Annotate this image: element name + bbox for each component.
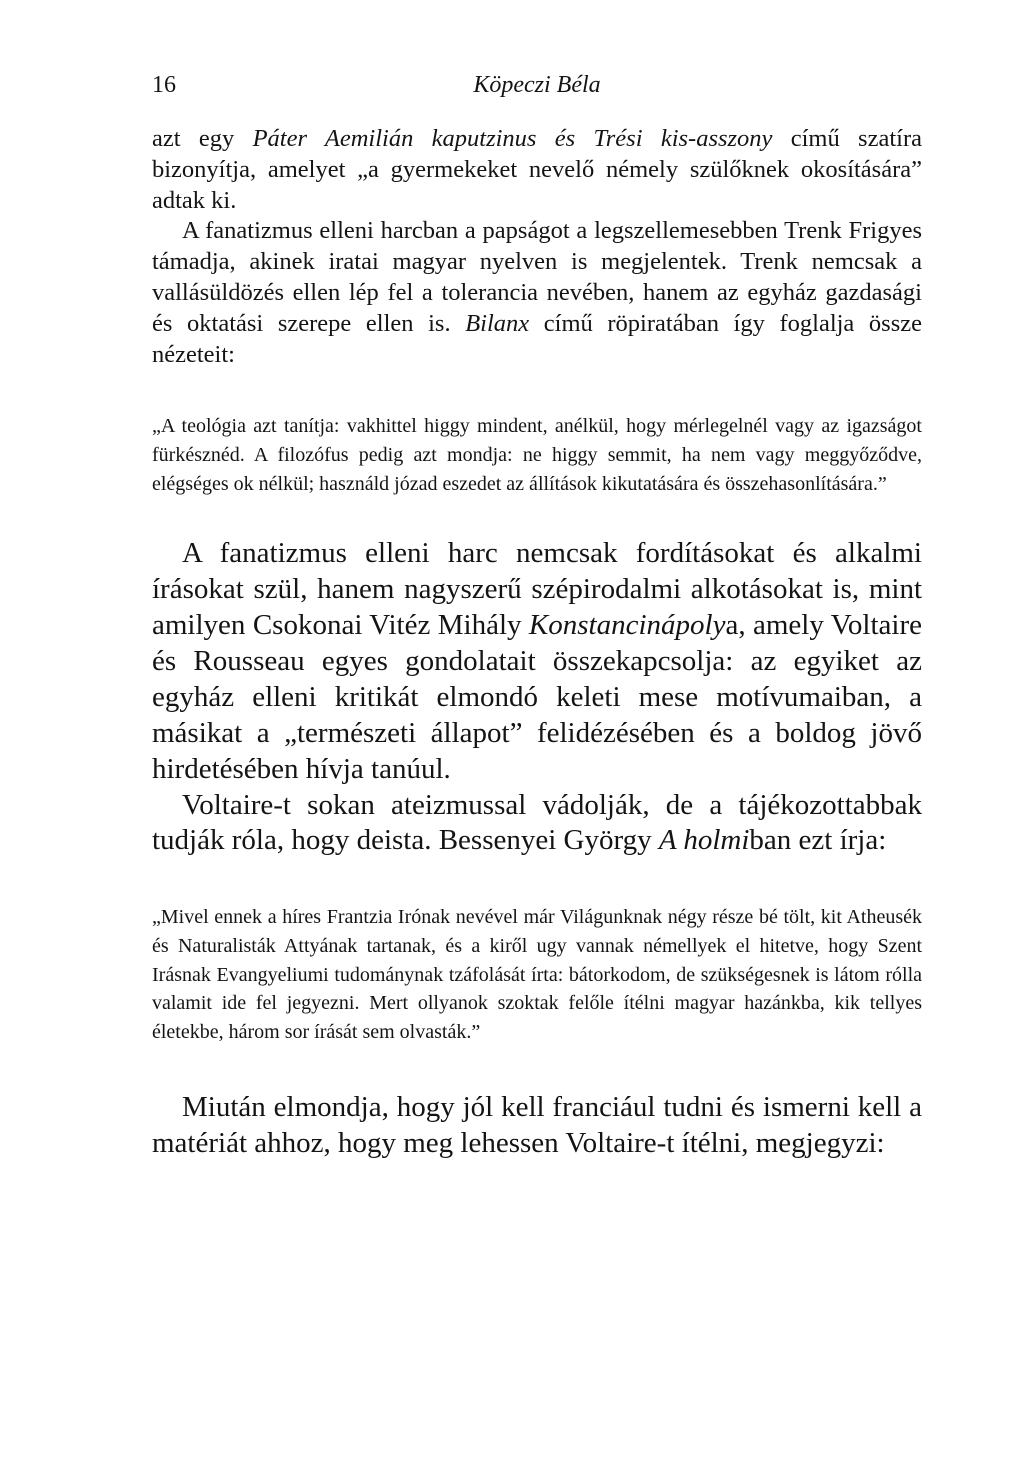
paragraph-4-text-b: ban ezt írja: bbox=[749, 824, 887, 857]
paragraph-3-text-a: A fanatizmus elleni harc nemcsak fordításokat és alkalmi írásokat szül, hanem nagyszerű szépirodalmi alkotásokat is, mint amilyen Csokonai Vitéz Mihály bbox=[152, 537, 922, 641]
paragraph-2-text-a: A fanatizmus elleni harcban a papságot a legszellemesebben Trenk Frigyes támadja, akinek iratai magyar nyelven is megjelentek. Trenk nemcsak a vallásüldözés ellen lép fel a tolerancia nevében, hanem az egyház gazdasági és oktatási szerepe ellen is. bbox=[152, 217, 922, 337]
paragraph-1 bbox=[152, 124, 922, 216]
paragraph-4-title: A holmi bbox=[658, 824, 750, 857]
paragraph-2-title: Bilanx bbox=[465, 309, 530, 337]
page-number: 16 bbox=[152, 72, 176, 98]
paragraph-2 bbox=[152, 216, 922, 370]
paragraph-2-text-b: című röpiratában így foglalja össze nézeteit: bbox=[152, 309, 922, 368]
paragraph-1-text-a: azt egy bbox=[152, 125, 253, 152]
block-quote-1: „A teológia azt tanítja: vakhittel higgy mindent, anélkül, hogy mérlegelnél vagy az igazságot fürkésznéd. A filozófus pedig azt mondja: ne higgy semmit, ha nem vagy meggyőződve, elégséges ok nélkül; használd józad eszedet az állítások kikutatására és összehasonlítására.” bbox=[152, 415, 922, 495]
paragraph-4 bbox=[152, 788, 922, 860]
page-header bbox=[152, 62, 922, 102]
paragraph-1-title: Páter Aemilián kaputzinus és Trési kis-asszony bbox=[252, 125, 773, 152]
paragraph-3-title: Konstancinápoly bbox=[528, 608, 726, 641]
paragraph-3-text-b: a, amely Voltaire és Rousseau egyes gondolatait összekapcsolja: az egyiket az egyház elleni kritikát elmondó keleti mese motívumaiban, a másikat a „természeti állapot” felidézésében és a boldog jövő hirdetésében hívja tanúul. bbox=[152, 608, 922, 785]
paragraph-4-text-a: Voltaire-t sokan ateizmussal vádolják, de a tájékozottabbak tudják róla, hogy deista. Bessenyei György bbox=[152, 788, 922, 857]
block-quote-2: „Mivel ennek a híres Frantzia Irónak nevével már Világunknak négy része bé tölt, kit Atheusék és Naturalisták Attyának tartanak, és a kiről ugy vannak némellyek el hitetve, hogy Szent Irásnak Evangyeliumi tudománynak tzáfolását írta: bátorkodom, de szükségesnek is látom rólla valamit ide fel jegyezni. Mert ollyanok szoktak felőle ítélni magyar hazánkba, kik tellyes életekbe, három sor írását sem olvasták.” bbox=[152, 906, 922, 1043]
body-text bbox=[152, 124, 922, 1162]
paragraph-1-text-b: című szatíra bizonyítja, amelyet „a gyermekeket nevelő némely szülőknek okosítására” adtak ki. bbox=[152, 125, 922, 214]
paragraph-5: Miután elmondja, hogy jól kell franciául tudni és ismerni kell a matériát ahhoz, hogy meg lehessen Voltaire-t ítélni, megjegyzi: bbox=[152, 1091, 922, 1160]
running-head-author: Köpeczi Béla bbox=[473, 72, 601, 98]
paragraph-3 bbox=[152, 536, 922, 787]
